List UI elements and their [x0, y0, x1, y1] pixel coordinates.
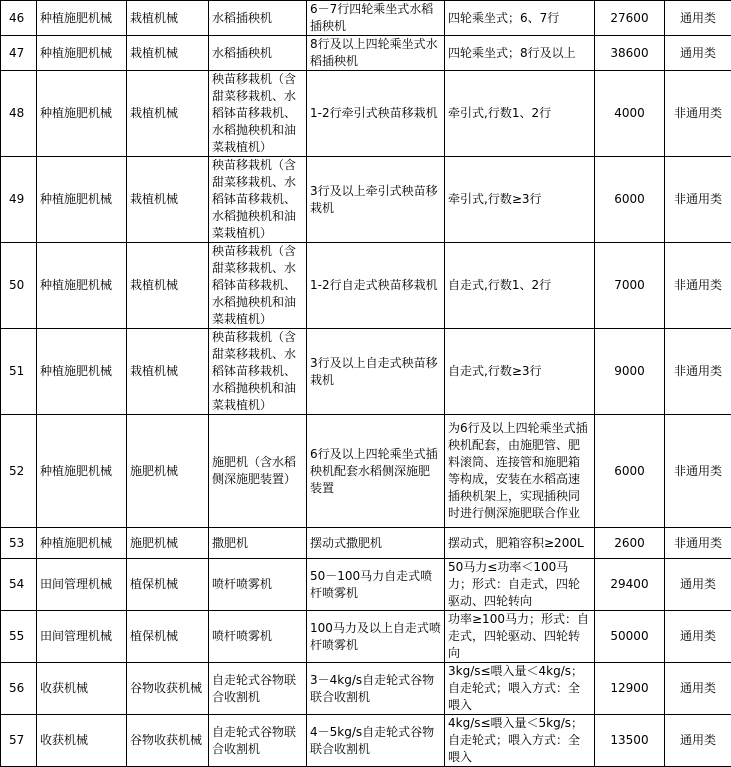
parameters-cell: 功率≥100马力；形式：自走式，四轮驱动、四轮转向 [445, 611, 595, 663]
row-number-cell: 56 [1, 663, 37, 715]
table-row [1, 715, 731, 767]
parameters-cell: 牵引式,行数1、2行 [445, 71, 595, 157]
subcategory-cell: 谷物收获机械 [127, 663, 209, 715]
subcategory-cell: 施肥机械 [127, 415, 209, 528]
type-cell: 通用类 [665, 559, 731, 611]
table-row [1, 611, 731, 663]
subsidy-amount-cell: 38600 [595, 36, 665, 71]
category-cell: 田间管理机械 [37, 611, 127, 663]
category-cell: 种植施肥机械 [37, 36, 127, 71]
category-cell: 收获机械 [37, 715, 127, 767]
parameters-cell: 为6行及以上四轮乘坐式插秧机配套，由施肥管、肥料滚筒、连接管和施肥箱等构成，安装在水稻高速插秧机架上，实现插秧同时进行侧深施肥联合作业 [445, 415, 595, 528]
category-cell: 种植施肥机械 [37, 243, 127, 329]
table-row [1, 559, 731, 611]
row-number-cell: 51 [1, 329, 37, 415]
subsidy-amount-cell: 6000 [595, 157, 665, 243]
type-cell: 通用类 [665, 1, 731, 36]
subcategory-cell: 栽植机械 [127, 1, 209, 36]
row-number-cell: 55 [1, 611, 37, 663]
parameters-cell: 四轮乘坐式；8行及以上 [445, 36, 595, 71]
type-cell: 非通用类 [665, 71, 731, 157]
table-row [1, 415, 731, 528]
table-row [1, 1, 731, 36]
parameters-cell: 自走式,行数1、2行 [445, 243, 595, 329]
item-name-cell: 秧苗移栽机（含甜菜移栽机、水稻钵苗移栽机、水稻抛秧机和油菜栽植机） [209, 329, 307, 415]
item-name-cell: 撒肥机 [209, 528, 307, 559]
category-cell: 田间管理机械 [37, 559, 127, 611]
table-row [1, 663, 731, 715]
grade-cell: 6行及以上四轮乘坐式插秧机配套水稻侧深施肥装置 [307, 415, 445, 528]
subcategory-cell: 植保机械 [127, 611, 209, 663]
subcategory-cell: 栽植机械 [127, 71, 209, 157]
parameters-cell: 50马力≤功率＜100马力；形式：自走式，四轮驱动、四轮转向 [445, 559, 595, 611]
item-name-cell: 自走轮式谷物联合收割机 [209, 715, 307, 767]
type-cell: 非通用类 [665, 329, 731, 415]
subsidy-amount-cell: 4000 [595, 71, 665, 157]
subcategory-cell: 施肥机械 [127, 528, 209, 559]
category-cell: 种植施肥机械 [37, 329, 127, 415]
grade-cell: 4－5kg/s自走轮式谷物联合收割机 [307, 715, 445, 767]
table-row [1, 243, 731, 329]
item-name-cell: 喷杆喷雾机 [209, 559, 307, 611]
type-cell: 非通用类 [665, 243, 731, 329]
subsidy-amount-cell: 13500 [595, 715, 665, 767]
item-name-cell: 喷杆喷雾机 [209, 611, 307, 663]
category-cell: 种植施肥机械 [37, 1, 127, 36]
subsidy-amount-cell: 7000 [595, 243, 665, 329]
type-cell: 非通用类 [665, 415, 731, 528]
subcategory-cell: 谷物收获机械 [127, 715, 209, 767]
grade-cell: 1-2行牵引式秧苗移栽机 [307, 71, 445, 157]
table-row [1, 157, 731, 243]
type-cell: 通用类 [665, 611, 731, 663]
parameters-cell: 四轮乘坐式；6、7行 [445, 1, 595, 36]
subsidy-amount-cell: 27600 [595, 1, 665, 36]
item-name-cell: 自走轮式谷物联合收割机 [209, 663, 307, 715]
grade-cell: 3行及以上牵引式秧苗移栽机 [307, 157, 445, 243]
category-cell: 收获机械 [37, 663, 127, 715]
row-number-cell: 53 [1, 528, 37, 559]
grade-cell: 摆动式撒肥机 [307, 528, 445, 559]
item-name-cell: 水稻插秧机 [209, 36, 307, 71]
subsidy-amount-cell: 12900 [595, 663, 665, 715]
parameters-cell: 牵引式,行数≥3行 [445, 157, 595, 243]
subsidy-amount-cell: 29400 [595, 559, 665, 611]
item-name-cell: 施肥机（含水稻侧深施肥装置） [209, 415, 307, 528]
type-cell: 通用类 [665, 715, 731, 767]
category-cell: 种植施肥机械 [37, 71, 127, 157]
table-row [1, 71, 731, 157]
parameters-cell: 4kg/s≤喂入量＜5kg/s；自走轮式；喂入方式：全喂入 [445, 715, 595, 767]
category-cell: 种植施肥机械 [37, 415, 127, 528]
parameters-cell: 3kg/s≤喂入量＜4kg/s；自走轮式；喂入方式：全喂入 [445, 663, 595, 715]
row-number-cell: 57 [1, 715, 37, 767]
grade-cell: 8行及以上四轮乘坐式水稻插秧机 [307, 36, 445, 71]
type-cell: 通用类 [665, 36, 731, 71]
item-name-cell: 秧苗移栽机（含甜菜移栽机、水稻钵苗移栽机、水稻抛秧机和油菜栽植机） [209, 157, 307, 243]
row-number-cell: 47 [1, 36, 37, 71]
grade-cell: 1-2行自走式秧苗移栽机 [307, 243, 445, 329]
item-name-cell: 秧苗移栽机（含甜菜移栽机、水稻钵苗移栽机、水稻抛秧机和油菜栽植机） [209, 71, 307, 157]
category-cell: 种植施肥机械 [37, 157, 127, 243]
grade-cell: 3行及以上自走式秧苗移栽机 [307, 329, 445, 415]
type-cell: 通用类 [665, 663, 731, 715]
category-cell: 种植施肥机械 [37, 528, 127, 559]
type-cell: 非通用类 [665, 528, 731, 559]
subsidy-amount-cell: 9000 [595, 329, 665, 415]
row-number-cell: 54 [1, 559, 37, 611]
table-row [1, 528, 731, 559]
row-number-cell: 46 [1, 1, 37, 36]
grade-cell: 50－100马力自走式喷杆喷雾机 [307, 559, 445, 611]
subsidy-amount-cell: 6000 [595, 415, 665, 528]
item-name-cell: 秧苗移栽机（含甜菜移栽机、水稻钵苗移栽机、水稻抛秧机和油菜栽植机） [209, 243, 307, 329]
parameters-cell: 摆动式，肥箱容积≥200L [445, 528, 595, 559]
grade-cell: 3－4kg/s自走轮式谷物联合收割机 [307, 663, 445, 715]
table-row [1, 329, 731, 415]
subcategory-cell: 栽植机械 [127, 243, 209, 329]
subcategory-cell: 栽植机械 [127, 157, 209, 243]
table-row [1, 36, 731, 71]
row-number-cell: 48 [1, 71, 37, 157]
parameters-cell: 自走式,行数≥3行 [445, 329, 595, 415]
grade-cell: 6－7行四轮乘坐式水稻插秧机 [307, 1, 445, 36]
subsidy-amount-cell: 2600 [595, 528, 665, 559]
table-body [1, 1, 731, 767]
grade-cell: 100马力及以上自走式喷杆喷雾机 [307, 611, 445, 663]
item-name-cell: 水稻插秧机 [209, 1, 307, 36]
row-number-cell: 49 [1, 157, 37, 243]
subsidy-amount-cell: 50000 [595, 611, 665, 663]
subcategory-cell: 栽植机械 [127, 329, 209, 415]
row-number-cell: 52 [1, 415, 37, 528]
row-number-cell: 50 [1, 243, 37, 329]
subcategory-cell: 植保机械 [127, 559, 209, 611]
type-cell: 非通用类 [665, 157, 731, 243]
subcategory-cell: 栽植机械 [127, 36, 209, 71]
